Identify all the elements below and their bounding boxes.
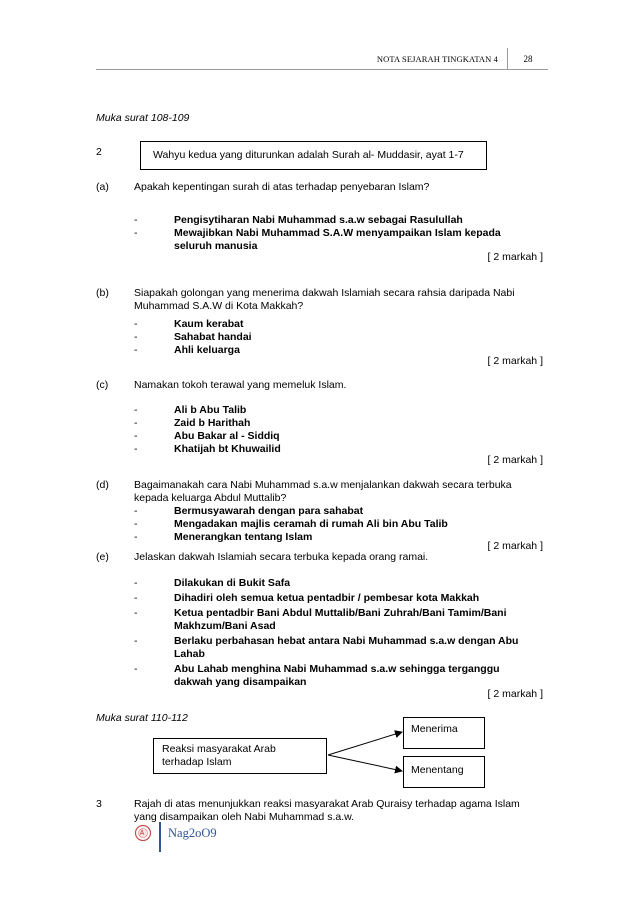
diagram-target-reject-text: Menentang [411, 764, 464, 776]
answer-line: Pengisytiharan Nabi Muhammad s.a.w sebagai Rasulullah [174, 214, 463, 226]
part-question: Namakan tokoh terawal yang memeluk Islam. [134, 379, 347, 391]
bullet-dash: - [134, 577, 138, 589]
answer-line: Ketua pentadbir Bani Abdul Muttalib/Bani Zuhrah/Bani Tamim/Bani [174, 607, 507, 619]
answer-line: Bermusyawarah dengan para sahabat [174, 505, 364, 517]
section-pages-label: Muka surat 110-112 [96, 712, 188, 724]
part-question: Muhammad S.A.W di Kota Makkah? [134, 300, 304, 312]
bullet-dash: - [134, 227, 138, 239]
diagram-target-reject-box [403, 756, 485, 788]
bullet-dash: - [134, 505, 138, 517]
answer-line: Mewajibkan Nabi Muhammad S.A.W menyampaikan Islam kepada [174, 227, 501, 239]
info-box-text: Wahyu kedua yang diturunkan adalah Surah al- Muddasir, ayat 1-7 [153, 149, 464, 161]
arrow-to-accept [328, 732, 402, 755]
question-text: Rajah di atas menunjukkan reaksi masyarakat Arab Quraisy terhadap agama Islam [134, 798, 520, 810]
answer-line: Lahab [174, 648, 205, 660]
answer-line: seluruh manusia [174, 240, 258, 252]
answer-line: Abu Lahab menghina Nabi Muhammad s.a.w sehingga terganggu [174, 663, 500, 675]
marks-label: [ 2 markah ] [487, 251, 543, 263]
part-label: (c) [96, 379, 109, 391]
part-question: Apakah kepentingan surah di atas terhadap penyebaran Islam? [134, 181, 430, 193]
header-rule [96, 69, 548, 70]
bullet-dash: - [134, 404, 138, 416]
arrow-to-reject [328, 755, 402, 771]
answer-line: Sahabat handai [174, 331, 252, 343]
diagram-source-text: Reaksi masyarakat Arab [162, 743, 276, 755]
diagram-source-text: terhadap Islam [162, 756, 232, 768]
diagram-target-accept-box [403, 717, 485, 749]
bullet-dash: - [134, 443, 138, 455]
page-number: 28 [523, 54, 533, 64]
bullet-dash: - [134, 331, 138, 343]
part-question: Bagaimanakah cara Nabi Muhammad s.a.w menjalankan dakwah secara terbuka [134, 479, 512, 491]
bullet-dash: - [134, 430, 138, 442]
answer-line: Zaid b Harithah [174, 417, 251, 429]
question-number: 3 [96, 798, 102, 810]
bullet-dash: - [134, 635, 138, 647]
answer-line: Makhzum/Bani Asad [174, 620, 276, 632]
bullet-dash: - [134, 531, 138, 543]
diagram-source-box [153, 738, 327, 774]
marks-label: [ 2 markah ] [487, 540, 543, 552]
part-question: kepada keluarga Abdul Muttalib? [134, 492, 287, 504]
bullet-dash: - [134, 592, 138, 604]
bullet-dash: - [134, 417, 138, 429]
part-question: Siapakah golongan yang menerima dakwah Islamiah secara rahsia daripada Nabi [134, 287, 515, 299]
info-box [140, 141, 487, 170]
bullet-dash: - [134, 518, 138, 530]
footer-text: Nag2oO9 [168, 826, 217, 840]
marks-label: [ 2 markah ] [487, 688, 543, 700]
bullet-dash: - [134, 607, 138, 619]
answer-line: Kaum kerabat [174, 318, 244, 330]
marks-label: [ 2 markah ] [487, 454, 543, 466]
part-label: (a) [96, 181, 109, 193]
answer-line: Berlaku perbahasan hebat antara Nabi Muhammad s.a.w dengan Abu [174, 635, 519, 647]
answer-line: Abu Bakar al - Siddiq [174, 430, 280, 442]
diagram-target-accept-text: Menerima [411, 723, 458, 735]
answer-line: Dihadiri oleh semua ketua pentadbir / pembesar kota Makkah [174, 592, 480, 604]
footer-divider [159, 822, 161, 852]
answer-line: Ali b Abu Talib [174, 404, 247, 416]
part-label: (b) [96, 287, 109, 299]
part-question: Jelaskan dakwah Islamiah secara terbuka kepada orang ramai. [134, 551, 429, 563]
answer-line: dakwah yang disampaikan [174, 676, 307, 688]
nag-logo-icon [134, 824, 152, 842]
part-label: (e) [96, 551, 109, 563]
section-pages-label: Muka surat 108-109 [96, 112, 190, 124]
bullet-dash: - [134, 344, 138, 356]
header-title: NOTA SEJARAH TINGKATAN 4 [376, 54, 498, 64]
bullet-dash: - [134, 663, 138, 675]
bullet-dash: - [134, 214, 138, 226]
question-number: 2 [96, 146, 102, 158]
part-label: (d) [96, 479, 109, 491]
answer-line: Khatijah bt Khuwailid [174, 443, 281, 455]
answer-line: Mengadakan majlis ceramah di rumah Ali bin Abu Talib [174, 518, 448, 530]
answer-line: Dilakukan di Bukit Safa [174, 577, 291, 589]
diagram-arrows [326, 718, 406, 778]
question-text: yang disampaikan oleh Nabi Muhammad s.a.w. [134, 811, 355, 823]
answer-line: Ahli keluarga [174, 344, 240, 356]
bullet-dash: - [134, 318, 138, 330]
marks-label: [ 2 markah ] [487, 355, 543, 367]
answer-line: Menerangkan tentang Islam [174, 531, 313, 543]
